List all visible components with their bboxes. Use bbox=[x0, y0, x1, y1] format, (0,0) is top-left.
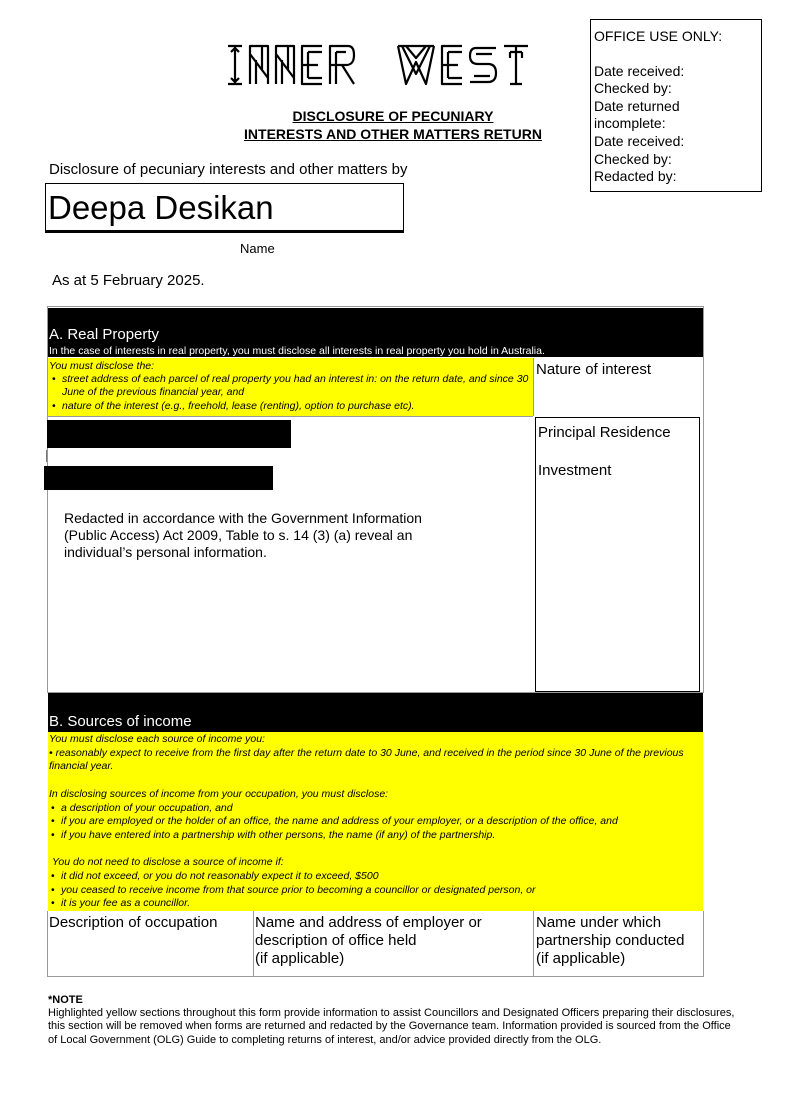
name-caption: Name bbox=[240, 241, 275, 256]
nature-of-interest-header: Nature of interest bbox=[536, 361, 652, 378]
col-description-of-occupation: Description of occupation bbox=[49, 914, 218, 931]
col3-line: partnership conducted bbox=[536, 932, 685, 949]
section-b-p2-item: • a description of your occupation, and bbox=[49, 802, 703, 816]
redaction-note: Redacted in accordance with the Government Information (Public Access) Act 2009, Table to s. 14 (3) (a) reveal an individual’s personal information. bbox=[64, 510, 422, 560]
office-row-date-received: Date received: bbox=[594, 62, 685, 79]
section-a-guidance-item: • street address of each parcel of real property you had an interest in: on the return date, and since 30 June of the previous financial year, and bbox=[49, 373, 533, 399]
form-title-line1: DISCLOSURE OF PECUNIARY bbox=[292, 108, 494, 124]
income-table-divider bbox=[533, 911, 534, 977]
nature-value-principal-residence: Principal Residence bbox=[538, 424, 671, 441]
section-b-p3-intro: You do not need to disclose a source of income if: bbox=[52, 856, 284, 869]
section-b-p2-item: • if you are employed or the holder of an office, the name and address of your employer, or a description of the office, and bbox=[49, 815, 703, 829]
inner-west-logo bbox=[226, 44, 562, 86]
redaction-block bbox=[44, 466, 273, 490]
disclosure-by-label: Disclosure of pecuniary interests and other matters by bbox=[49, 161, 408, 178]
section-a-guidance bbox=[48, 358, 533, 416]
office-row-date-returned: Date returned bbox=[594, 97, 680, 114]
section-a-guidance-intro: You must disclose the: bbox=[49, 360, 155, 372]
form-title-line2: INTERESTS AND OTHER MATTERS RETURN bbox=[244, 126, 542, 142]
col3-line: (if applicable) bbox=[536, 950, 626, 967]
section-b-guidance bbox=[48, 732, 703, 911]
nature-of-interest-field[interactable] bbox=[535, 417, 700, 692]
note-title: *NOTE bbox=[48, 994, 83, 1006]
office-row-checked-by-2: Checked by: bbox=[594, 150, 672, 167]
col2-line: description of office held bbox=[255, 932, 417, 949]
section-a-guidance-item: • nature of the interest (e.g., freehold, lease (renting), option to purchase etc). bbox=[49, 400, 533, 413]
col-employer-name-address bbox=[255, 914, 525, 968]
note-text: Highlighted yellow sections throughout this form provide information to assist Councillors and Designated Officers preparing their disclosures, this section will be removed when forms are returned and redacted by the Governance team. Information provided is sourced from the Office of Local Government (OLG) Guide to completing returns of interest, and/or advice provided directly from the OLG. bbox=[48, 1007, 735, 1046]
as-at-date: As at 5 February 2025. bbox=[52, 272, 205, 289]
section-b-title: B. Sources of income bbox=[49, 713, 192, 730]
office-row-date-received-2: Date received: bbox=[594, 132, 685, 149]
section-b-p3-item: • you ceased to receive income from that source prior to becoming a councillor or designated person, or bbox=[49, 884, 703, 898]
office-row-checked-by: Checked by: bbox=[594, 80, 672, 97]
section-b-p2-intro: In disclosing sources of income from your occupation, you must disclose: bbox=[49, 787, 389, 800]
section-b-p1-item: • reasonably expect to receive from the first day after the return date to 30 June, and received in the period since 30 June of the previous financial year. bbox=[49, 746, 684, 773]
nature-value-investment: Investment bbox=[538, 462, 612, 479]
office-row-redacted-by: Redacted by: bbox=[594, 168, 677, 185]
redaction-mark bbox=[46, 450, 47, 462]
col2-line: (if applicable) bbox=[255, 950, 345, 967]
section-b-p1-intro: You must disclose each source of income you: bbox=[49, 733, 265, 745]
section-b-p3-item: • it is your fee as a councillor. bbox=[49, 897, 703, 911]
col3-line: Name under which bbox=[536, 914, 662, 931]
section-a-title: A. Real Property bbox=[49, 326, 160, 343]
col2-line: Name and address of employer or bbox=[255, 914, 482, 931]
office-row-incomplete: incomplete: bbox=[594, 115, 666, 132]
office-use-box bbox=[590, 19, 762, 192]
office-use-heading: OFFICE USE ONLY: bbox=[594, 28, 723, 44]
col-partnership-name bbox=[536, 914, 701, 968]
section-b-p2-item: • if you have entered into a partnership with other persons, the name (if any) of the partnership. bbox=[49, 829, 703, 843]
section-a-subtitle: In the case of interests in real property, you must disclose all interests in real property you hold in Australia. bbox=[49, 345, 545, 357]
name-field-value[interactable]: Deepa Desikan bbox=[48, 189, 274, 226]
form-title bbox=[224, 107, 562, 143]
redaction-block bbox=[47, 420, 291, 448]
section-b-p3-item: • it did not exceed, or you do not reasonably expect it to exceed, $500 bbox=[49, 870, 703, 884]
income-table-divider bbox=[253, 911, 254, 977]
